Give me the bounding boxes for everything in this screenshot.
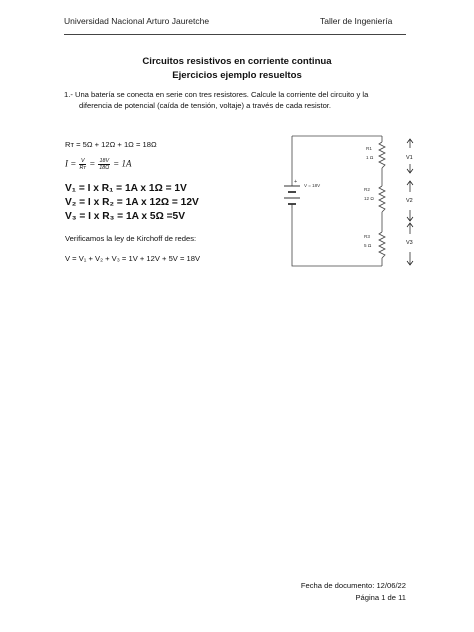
v1-label: V1 bbox=[406, 155, 413, 161]
r1-value: 1 Ω bbox=[366, 155, 374, 160]
battery-voltage-label: V = 18V bbox=[304, 183, 321, 188]
voltage-r1-equation: V₁ = I x R₁ = 1A x 1Ω = 1V bbox=[65, 183, 187, 194]
battery-plus-sign: + bbox=[294, 179, 298, 185]
v3-up-arrow bbox=[407, 223, 413, 234]
kirchhoff-sum-equation: V = V₁ + V₂ + V₃ = 1V + 12V + 5V = 18V bbox=[65, 254, 201, 263]
v1-up-arrow bbox=[407, 139, 413, 148]
r2-value: 12 Ω bbox=[364, 196, 374, 201]
document-subtitle: Ejercicios ejemplo resueltos bbox=[172, 70, 302, 81]
current-lhs: I = bbox=[65, 158, 77, 169]
current-equals: = bbox=[89, 158, 96, 169]
header-divider bbox=[64, 34, 406, 35]
fraction-1-numerator: V bbox=[80, 158, 85, 164]
problem-line-2: diferencia de potencial (caída de tensión, voltaje) a través de cada resistor. bbox=[79, 101, 332, 110]
battery-symbol bbox=[284, 186, 300, 208]
r2-name: R2 bbox=[364, 187, 370, 192]
v2-down-arrow bbox=[407, 210, 413, 221]
header-institution: Universidad Nacional Arturo Jauretche bbox=[64, 16, 210, 26]
fraction-2-numerator: 18V bbox=[99, 158, 110, 164]
current-equation bbox=[65, 158, 132, 171]
r3-name: R3 bbox=[364, 234, 370, 239]
v3-label: V3 bbox=[406, 240, 413, 246]
resistor-r3 bbox=[379, 232, 385, 258]
circuit-diagram bbox=[280, 128, 420, 274]
total-resistance-equation: Rᴛ = 5Ω + 12Ω + 1Ω = 18Ω bbox=[65, 140, 157, 149]
v1-down-arrow bbox=[407, 164, 413, 173]
problem-line-1: 1.- Una batería se conecta en serie con tres resistores. Calcule la corriente del circuito y la bbox=[64, 90, 369, 99]
header-course: Taller de Ingeniería bbox=[320, 16, 393, 26]
voltage-r2-equation: V₂ = I x R₂ = 1A x 12Ω = 12V bbox=[65, 197, 199, 208]
r3-value: 5 Ω bbox=[364, 243, 372, 248]
document-title: Circuitos resistivos en corriente continua bbox=[142, 56, 332, 67]
v3-down-arrow bbox=[407, 252, 413, 265]
voltage-r3-equation: V₃ = I x R₃ = 1A x 5Ω =5V bbox=[65, 211, 185, 222]
fraction-1-denominator: Rᴛ bbox=[79, 165, 87, 171]
kirchhoff-statement: Verificamos la ley de Kirchoff de redes: bbox=[65, 234, 197, 243]
fraction-v-over-rt bbox=[79, 158, 86, 171]
resistor-r2 bbox=[379, 186, 385, 212]
v2-label: V2 bbox=[406, 198, 413, 204]
problem-statement bbox=[64, 89, 404, 111]
document-date: Fecha de documento: 12/06/22 bbox=[300, 581, 406, 590]
r1-name: R1 bbox=[366, 146, 372, 151]
fraction-2-denominator: 18Ω bbox=[99, 165, 110, 171]
resistor-r1 bbox=[379, 142, 385, 168]
page-number: Página 1 de 11 bbox=[355, 593, 406, 602]
current-result: = 1A bbox=[113, 158, 132, 169]
v2-up-arrow bbox=[407, 181, 413, 192]
fraction-18v-over-18ohm bbox=[98, 158, 110, 171]
